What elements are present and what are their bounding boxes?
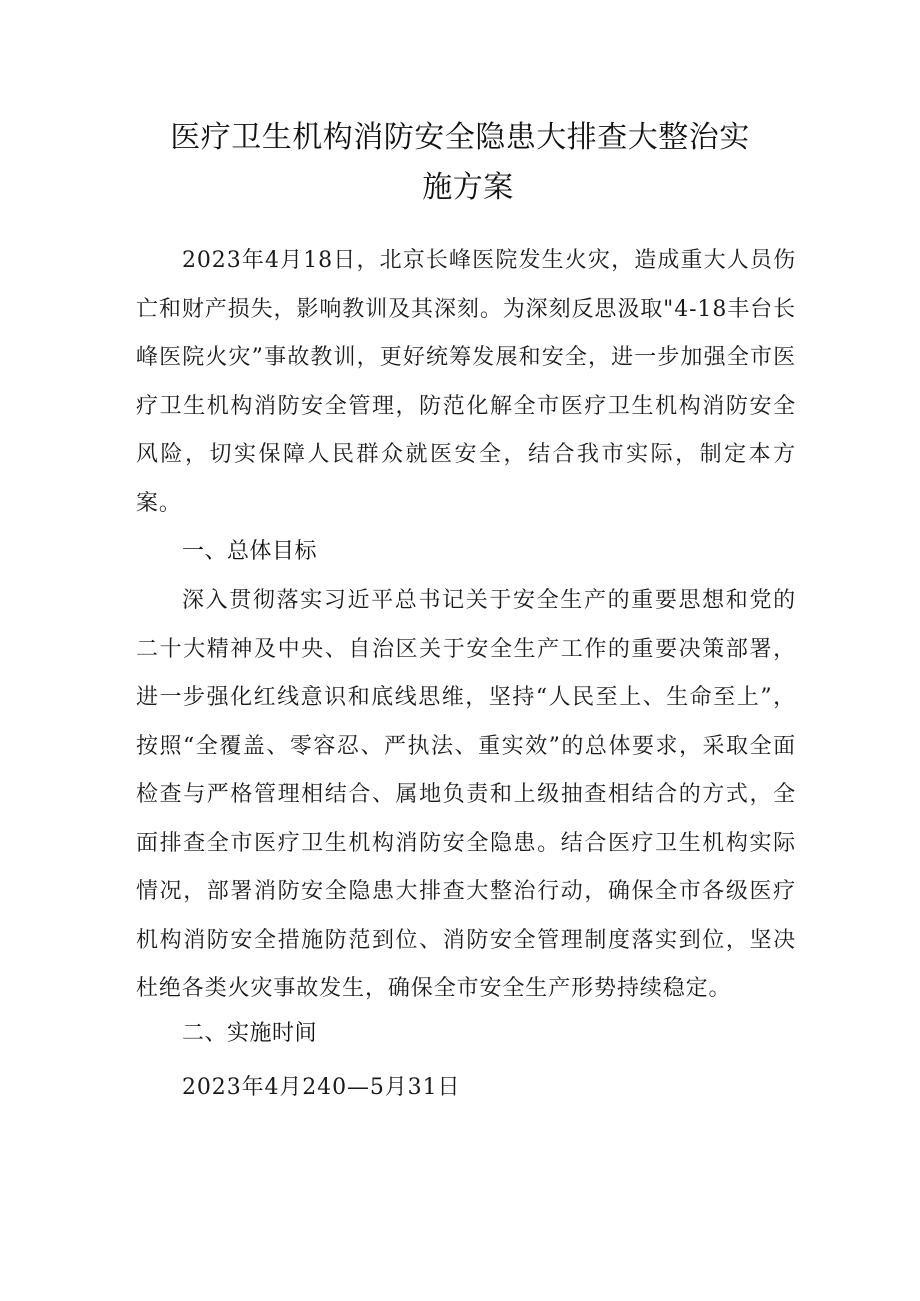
section-body-overall-goal: 深入贯彻落实习近平总书记关于安全生产的重要思想和党的二十大精神及中央、自治区关于安全生产工作的重要决策部署，进一步强化红线意识和底线思维，坚持“人民至上、生命至上”，按照“全覆盖、零容忍、严执法、重实效”的总体要求，采取全面检查与严格管理相结合、属地负责和上级抽查相结合的方式，全面排查全市医疗卫生机构消防安全隐患。结合医疗卫生机构实际情况，部署消防安全隐患大排查大整治行动，确保全市各级医疗机构消防安全措施防范到位、消防安全管理制度落实到位，坚决杜绝各类火灾事故发生，确保全市安全生产形势持续稳定。 [136,588,796,1001]
document-title-line-2: 施方案 [422,170,514,205]
document-title-line-1: 医疗卫生机构消防安全隐患大排查大整治实 [170,120,750,155]
intro-paragraph: 2023年4月18日，北京长峰医院发生火灾，造成重大人员伤亡和财产损失，影响教训及其深刻。为深刻反思汲取"4-18丰台长峰医院火灾”事故教训，更好统筹发展和安全，进一步加强全市医疗卫生机构消防安全管理，防范化解全市医疗卫生机构消防安全风险，切实保障人民群众就医安全，结合我市实际，制定本方案。 [136,248,796,516]
section-body-implementation-time: 2023年4月240—5月31日 [182,1075,461,1100]
section-heading-overall-goal: 一、总体目标 [182,539,318,564]
section-heading-implementation-time: 二、实施时间 [182,1021,318,1046]
